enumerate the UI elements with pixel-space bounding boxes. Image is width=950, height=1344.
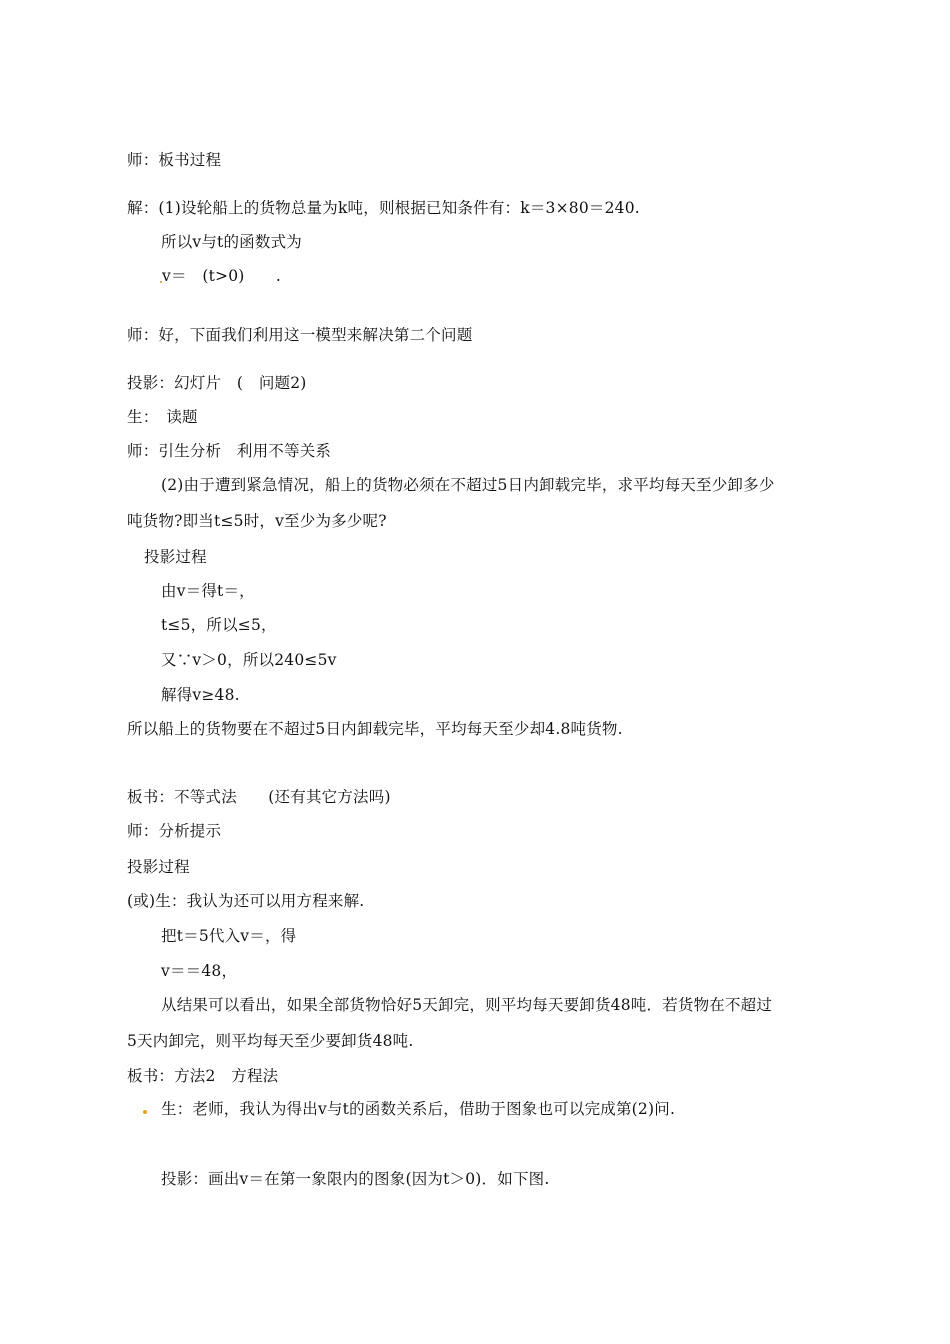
line-board-equation-method: 板书：方法2 方程法 bbox=[127, 1067, 279, 1085]
line-teacher-board-process: 师：板书过程 bbox=[127, 151, 222, 169]
line-student-equation: (或)生：我认为还可以用方程来解. bbox=[127, 892, 365, 910]
line-projection-slide: 投影：幻灯片 ( 问题2) bbox=[127, 374, 307, 392]
line-substitute-t: 把t＝5代入v＝，得 bbox=[161, 927, 297, 945]
line-v-positive: 又∵v＞0，所以240≤5v bbox=[161, 651, 337, 669]
line-question-2-part1: (2)由于遭到紧急情况，船上的货物必须在不超过5日内卸载完毕，求平均每天至少卸多少 bbox=[161, 476, 775, 494]
line-result-part1: 从结果可以看出，如果全部货物恰好5天卸完，则平均每天要卸货48吨．若货物在不超过 bbox=[161, 996, 773, 1014]
line-function-intro: 所以v与t的函数式为 bbox=[161, 233, 302, 251]
line-conclusion-1: 所以船上的货物要在不超过5日内卸载完毕，平均每天至少却4.8吨货物. bbox=[127, 720, 623, 738]
orange-marker-dot bbox=[143, 1110, 147, 1114]
line-student-graph-method: 生：老师，我认为得出v与t的函数关系后，借助于图象也可以完成第(2)问. bbox=[161, 1100, 676, 1118]
line-question-2-part2: 吨货物?即当t≤5时，v至少为多少呢? bbox=[127, 512, 387, 530]
line-inequality-t: t≤5，所以≤5， bbox=[161, 616, 277, 634]
line-derive-t: 由v＝得t＝， bbox=[161, 582, 255, 600]
line-v-equals-48: v＝＝48， bbox=[161, 962, 238, 980]
line-function-formula: v＝ (t>0) . bbox=[162, 267, 282, 285]
line-projection-process-2: 投影过程 bbox=[127, 858, 190, 876]
line-projection-process-1: 投影过程 bbox=[144, 548, 207, 566]
line-solution-1: 解：(1)设轮船上的货物总量为k吨，则根据已知条件有：k＝3×80＝240. bbox=[127, 199, 640, 217]
line-teacher-analysis: 师：引生分析 利用不等关系 bbox=[127, 442, 332, 460]
line-result-part2: 5天内卸完，则平均每天至少要卸货48吨. bbox=[127, 1032, 414, 1050]
line-teacher-hint: 师：分析提示 bbox=[127, 822, 222, 840]
line-student-read: 生： 读题 bbox=[127, 408, 198, 426]
line-teacher-second-problem: 师：好，下面我们利用这一模型来解决第二个问题 bbox=[127, 326, 473, 344]
line-board-inequality-method: 板书：不等式法 (还有其它方法吗) bbox=[127, 788, 391, 806]
line-solve-v: 解得v≥48. bbox=[161, 686, 240, 704]
line-projection-graph: 投影：画出v＝在第一象限内的图象(因为t＞0)．如下图. bbox=[161, 1170, 550, 1188]
